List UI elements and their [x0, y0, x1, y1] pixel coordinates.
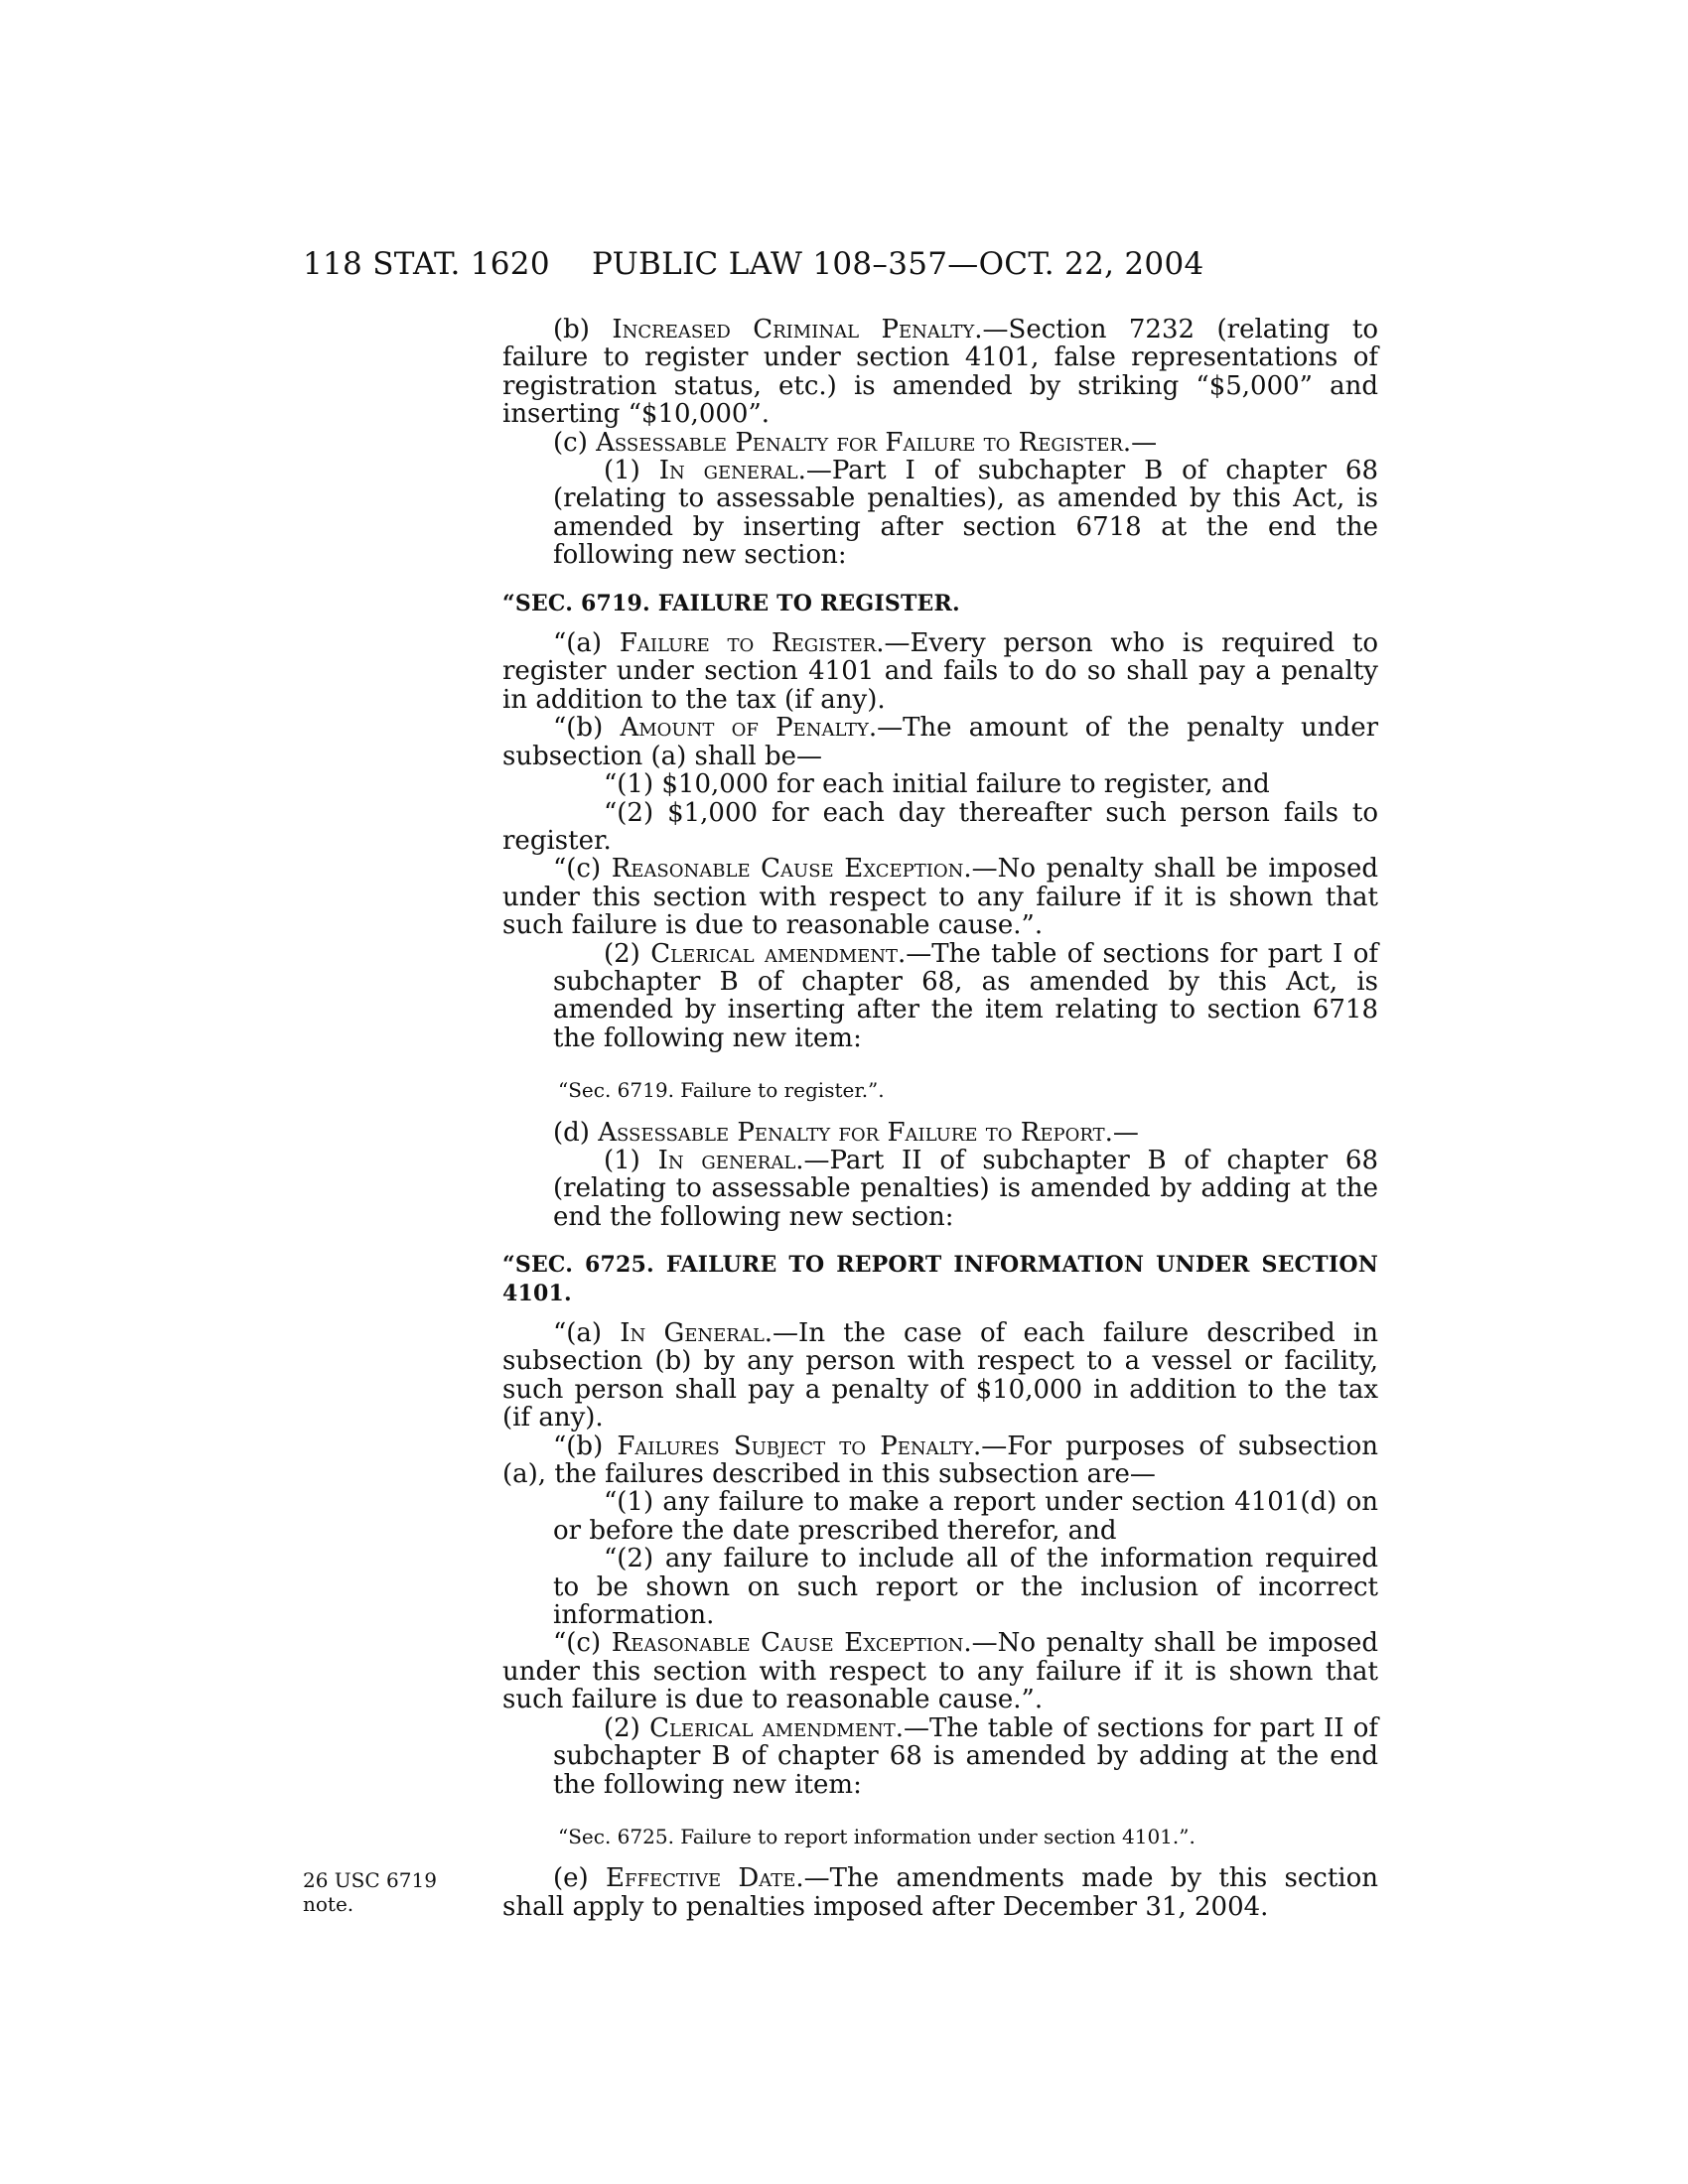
paragraph-e: (e) Effective Date.—The amendments made by this section shall apply to penalties imposed after December 31, 2004. [502, 1863, 1378, 1922]
paragraph-heading: Amount of Penalty [620, 713, 869, 744]
paragraph-d-2: (2) Clerical amendment.—The table of sections for part II of subchapter B of chapter 68 is amended by adding at the end the following new item: [553, 1712, 1378, 1800]
section-6719-b-1: “(1) $10,000 for each initial failure to register, and [604, 769, 1270, 800]
paragraph-heading: Assessable Penalty for Failure to Register [596, 427, 1123, 458]
section-6719-b-2: “(2) $1,000 for each day thereafter such person fails to register. [502, 797, 1378, 856]
paragraph-d-1: (1) In general.—Part II of subchapter B of chapter 68 (relating to assessable penalties) is amended by adding at the end the following new section: [553, 1145, 1379, 1232]
paragraph-heading: In general [657, 1145, 796, 1175]
paragraph-heading: In general [658, 456, 798, 486]
paragraph-heading: Failure to Register [619, 628, 877, 659]
paragraph-heading: Clerical amendment [649, 1712, 896, 1743]
public-law-title: PUBLIC LAW 108–357—OCT. 22, 2004 [592, 246, 1204, 282]
section-6725-b-1: “(1) any failure to make a report under section 4101(d) on or before the date prescribed therefor, and [553, 1487, 1378, 1546]
paragraph-c-1: (1) In general.—Part I of subchapter B of chapter 68 (relating to assessable penalties), as amended by this Act, is amended by inserting after section 6718 at the end the following new section: [553, 456, 1379, 571]
paragraph-heading: Failures Subject to Penalty [617, 1431, 973, 1461]
section-6719-c: “(c) Reasonable Cause Exception.—No penalty shall be imposed under this section with respect to any failure if it is shown that such failure is due to reasonable cause.”. [502, 854, 1378, 941]
paragraph-c: (c) Assessable Penalty for Failure to Register.— [553, 427, 1158, 458]
table-item-6725: “Sec. 6725. Failure to report information under section 4101.”. [558, 1824, 1196, 1848]
document-body [502, 316, 1378, 1921]
statute-citation: 118 STAT. 1620 [303, 246, 550, 282]
margin-note [303, 1868, 442, 1916]
paragraph-heading: Clerical amendment [650, 938, 899, 969]
paragraph-heading: Assessable Penalty for Failure to Report [598, 1117, 1105, 1148]
paragraph-b: (b) Increased Criminal Penalty.—Section 7232 (relating to failure to register under section 4101, false representations of registration status, etc.) is amended by striking “$5,000” and inserting “$10,000”. [502, 315, 1378, 430]
section-6719-b: “(b) Amount of Penalty.—The amount of the penalty under subsection (a) shall be— [502, 713, 1379, 771]
section-6719-a: “(a) Failure to Register.—Every person who is required to register under section 4101 and fails to do so shall pay a penalty in addition to the tax (if any). [502, 628, 1378, 715]
section-6725-heading: “SEC. 6725. FAILURE TO REPORT INFORMATION UNDER SECTION 4101. [502, 1252, 1378, 1306]
paragraph-d: (d) Assessable Penalty for Failure to Report.— [553, 1117, 1139, 1148]
paragraph-heading: Increased Criminal Penalty [612, 315, 975, 344]
margin-note-label: note. [303, 1892, 354, 1917]
section-6725-a: “(a) In General.—In the case of each failure described in subsection (b) by any person with respect to a vessel or facility, such person shall pay a penalty of $10,000 in addition to the tax (if any). [502, 1318, 1378, 1433]
section-6725-c: “(c) Reasonable Cause Exception.—No penalty shall be imposed under this section with respect to any failure if it is shown that such failure is due to reasonable cause.”. [502, 1628, 1378, 1715]
page-header [0, 246, 1688, 292]
paragraph-c-2: (2) Clerical amendment.—The table of sections for part I of subchapter B of chapter 68, as amended by this Act, is amended by inserting after the item relating to section 6718 the following new item: [553, 938, 1379, 1053]
section-6725-b: “(b) Failures Subject to Penalty.—For purposes of subsection (a), the failures described in this subsection are— [502, 1431, 1378, 1490]
section-6725-b-2: “(2) any failure to include all of the information required to be shown on such report or the inclusion of incorrect information. [553, 1544, 1378, 1631]
paragraph-heading: Reasonable Cause Exception [611, 1628, 964, 1659]
paragraph-heading: Effective Date [605, 1863, 796, 1894]
table-item-6719: “Sec. 6719. Failure to register.”. [558, 1078, 885, 1103]
paragraph-heading: In General [620, 1318, 765, 1348]
section-6719-heading: “SEC. 6719. FAILURE TO REGISTER. [502, 590, 960, 616]
margin-note-citation: 26 USC 6719 [303, 1868, 437, 1893]
paragraph-heading: Reasonable Cause Exception [611, 854, 964, 885]
